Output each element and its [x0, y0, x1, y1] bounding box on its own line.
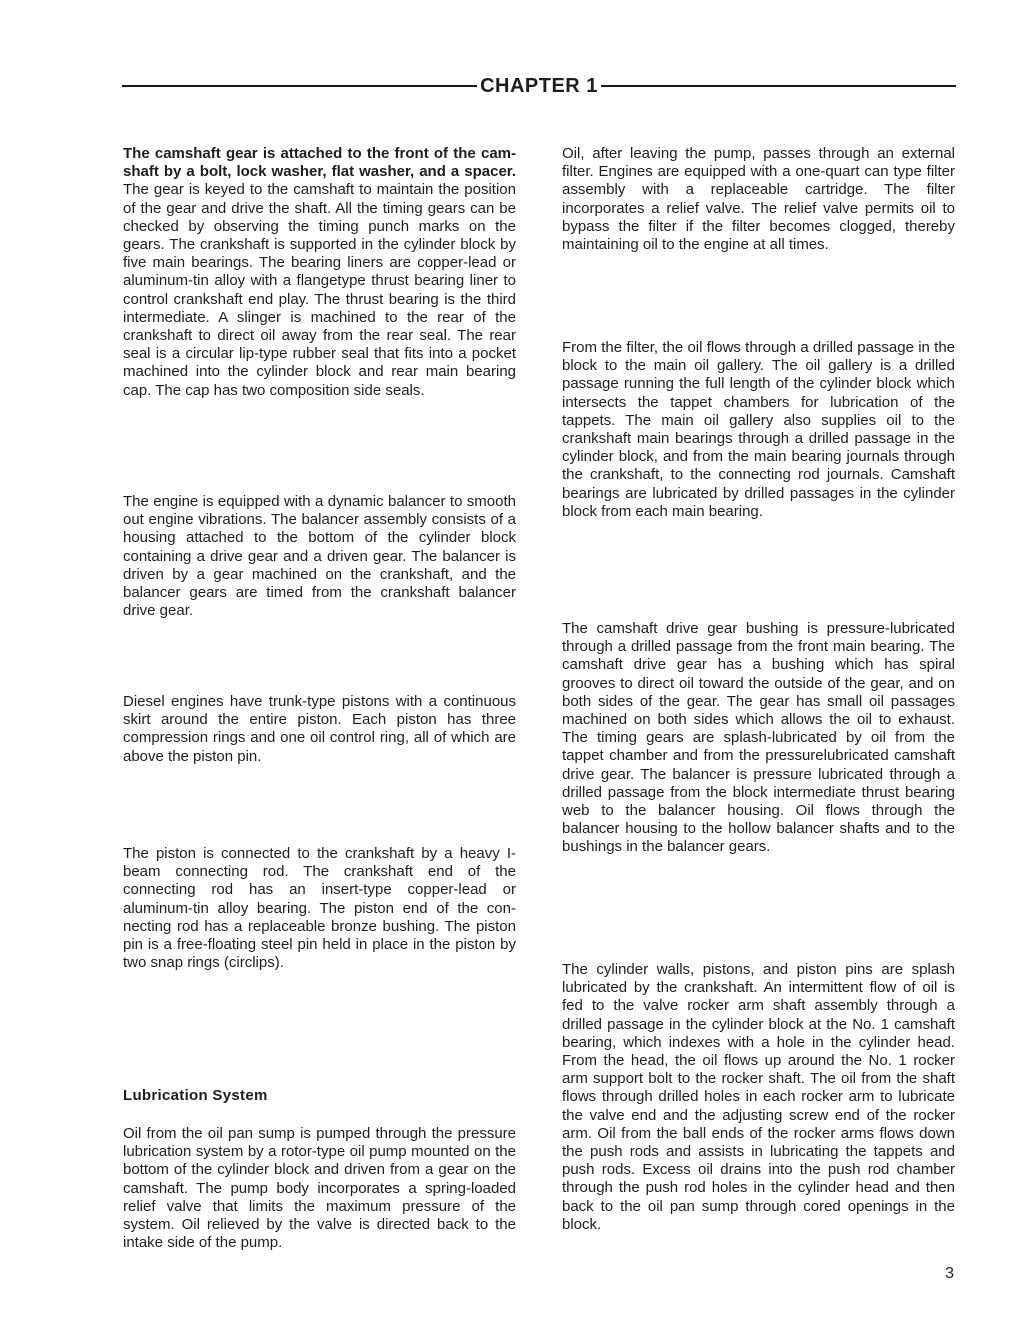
cylinder-walls-paragraph: The cylinder walls, pistons, and piston pins are splash lubricated by the crankshaft. An intermittent flow of oil is fed to the valve rocker arm shaft assembly through a drilled passage in the cylinder block at the No. 1 camshaft bearing, which indexes with a hole in the cylinder head. From the head, the oil flows up around the No. 1 rocker arm support bolt to the rocker shaft. The oil from the shaft flows through drilled holes in each rocker arm to lubricate the valve end and the adjusting screw end of the rocker arm. Oil from the ball ends of the rocker arms flows down the push rods and assists in lubricating the tappets and push rods. Excess oil drains into the push rod chamber through the push rod holes in the cylinder head and then back to the oil pan sump through cored openings in the block.: [562, 961, 955, 1233]
connecting-rod-paragraph: The piston is connected to the crankshaft by a heavy I-beam connecting rod. The crankshaft end of the connecting rod has an insert-type copper-lead or aluminum-tin alloy bearing. The piston end of the connecting rod has a replaceable bronze bushing. The piston pin is a free-floating steel pin held in place in the piston by two snap rings (circlips).: [123, 845, 516, 972]
oil-pump-paragraph: Oil from the oil pan sump is pumped through the pressure lubrication system by a rotor-type oil pump mounted on the bottom of the cylinder block and driven from a gear on the camshaft. The pump body incorporates a spring-loaded relief valve that limits the maximum pressure of the system. Oil relieved by the valve is directed back to the intake side of the pump.: [123, 1125, 516, 1252]
camshaft-gear-paragraph: [123, 145, 516, 400]
camshaft-gear-body: The gear is keyed to the camshaft to maintain the position of the gear and drive the shaft. All the timing gears can be checked by observing the timing punch marks on the gears. The crankshaft is supported in the cylinder block by five main bearings. The bearing liners are copper-lead or aluminum-tin alloy with a flangetype thrust bearing liner to control crankshaft end play. The thrust bearing is the third intermediate. A slinger is machined to the rear of the crankshaft to direct oil away from the rear seal. The rear seal is a circular lip-type rubber seal that fits into a pocket machined into the cylinder block and rear main bearing cap. The cap has two composition side seals.: [123, 181, 516, 399]
chapter-title: CHAPTER 1: [480, 74, 598, 97]
camshaft-drive-gear-paragraph: The camshaft drive gear bushing is pressure-lubricated through a drilled passage from the front main bearing. The camshaft drive gear has a bushing which has spiral grooves to direct oil toward the outside of the gear, and on both sides of the gear. The gear has small oil passages machined on both sides which allows the oil to exhaust. The timing gears are splash-lubricated by oil from the tappet chamber and from the pressurelubricated camshaft drive gear. The balancer is pressure lubricated through a drilled passage from the block intermediate thrust bearing web to the balancer housing. Oil flows through the balancer housing to the hollow balancer shafts and to the bushings in the balancer gears.: [562, 620, 955, 856]
balancer-paragraph: The engine is equipped with a dynamic balancer to smooth out engine vibrations. The balancer assembly consists of a housing attached to the bottom of the cylinder block containing a drive gear and a driven gear. The balancer is driven by a gear machined on the crankshaft, and the balancer gears are timed from the crankshaft balancer drive gear.: [123, 493, 516, 620]
lubrication-system-heading: Lubrication System: [123, 1087, 268, 1104]
page-number: 3: [945, 1265, 954, 1282]
camshaft-gear-bold-lead: The camshaft gear is attached to the front of the camshaft by a bolt, lock washer, flat washer, and a spacer.: [123, 145, 516, 181]
oil-filter-paragraph: Oil, after leaving the pump, passes through an external filter. Engines are equipped with a one-quart can type filter assembly with a replaceable cartridge. The filter incorporates a relief valve. The relief valve permits oil to bypass the filter if the filter becomes clogged, thereby maintaining oil to the engine at all times.: [562, 145, 955, 254]
header-rule-right: [601, 85, 956, 87]
header-rule-left: [122, 85, 477, 87]
main-oil-gallery-paragraph: From the filter, the oil flows through a drilled passage in the block to the main oil gallery. The oil gallery is a drilled passage running the full length of the cylinder block which intersects the tappet chambers for lubrication of the tappets. The main oil gallery also supplies oil to the crankshaft main bearings through a drilled passage in the cylinder block, and from the main bearing journals through the crankshaft, to the connecting rod journals. Camshaft bearings are lubricated by drilled passages in the cylinder block from each main bearing.: [562, 339, 955, 520]
chapter-header: [122, 72, 956, 100]
pistons-paragraph: Diesel engines have trunk-type pistons with a continuous skirt around the entire piston. Each piston has three compression rings and one oil control ring, all of which are above the piston pin.: [123, 693, 516, 765]
